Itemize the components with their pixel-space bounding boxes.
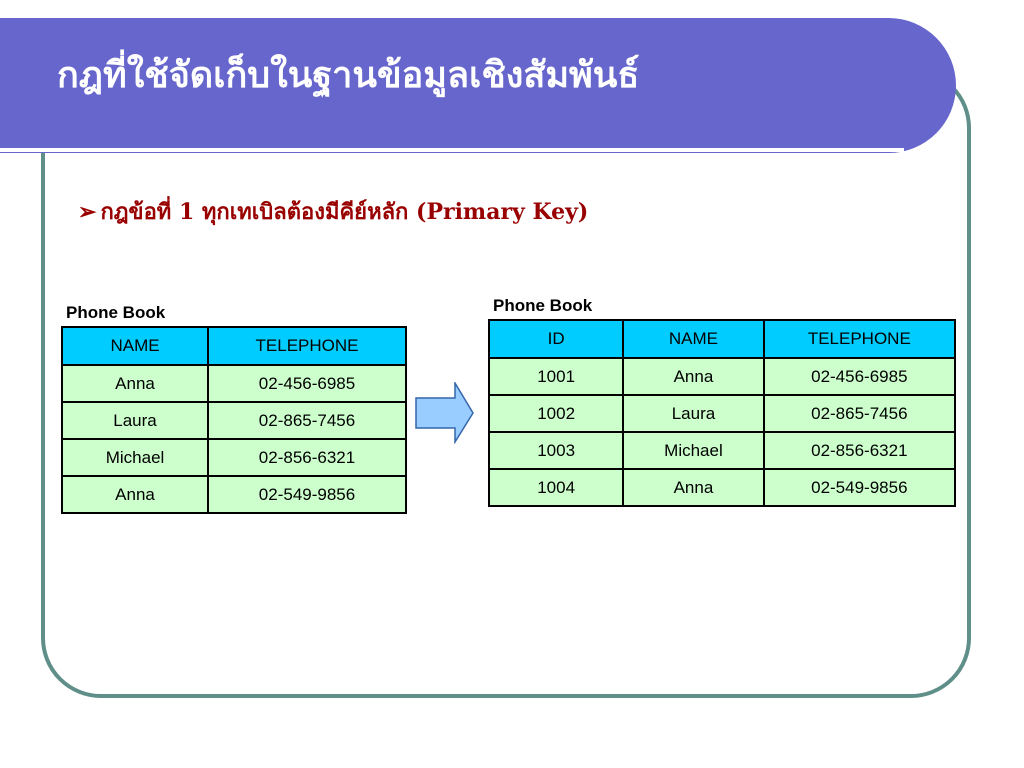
table-row (62, 439, 406, 476)
name-cell: Anna (623, 358, 763, 395)
column-header-telephone: TELEPHONE (208, 327, 406, 365)
name-cell: Michael (623, 432, 763, 469)
bullet-rule-1 (78, 194, 588, 229)
name-cell: Anna (62, 365, 208, 402)
table-row (62, 402, 406, 439)
telephone-cell: 02-865-7456 (764, 395, 955, 432)
right-arrow-icon (415, 382, 475, 444)
id-cell: 1001 (489, 358, 623, 395)
column-header-name: NAME (623, 320, 763, 358)
telephone-cell: 02-549-9856 (764, 469, 955, 506)
column-header-telephone: TELEPHONE (764, 320, 955, 358)
table-row (489, 469, 955, 506)
arrow-bullet-icon: ➢ (78, 199, 97, 225)
left-phone-book-table (61, 326, 407, 514)
slide-title: กฎที่ใช้จัดเก็บในฐานข้อมูลเชิงสัมพันธ์ (57, 54, 640, 96)
id-cell: 1003 (489, 432, 623, 469)
table-row (489, 432, 955, 469)
column-header-name: NAME (62, 327, 208, 365)
table-header-row (62, 327, 406, 365)
name-cell: Anna (623, 469, 763, 506)
right-table-caption: Phone Book (493, 296, 593, 315)
telephone-cell: 02-549-9856 (208, 476, 406, 513)
name-cell: Anna (62, 476, 208, 513)
telephone-cell: 02-865-7456 (208, 402, 406, 439)
telephone-cell: 02-456-6985 (764, 358, 955, 395)
column-header-id: ID (489, 320, 623, 358)
telephone-cell: 02-856-6321 (764, 432, 955, 469)
id-cell: 1004 (489, 469, 623, 506)
bullet-text: กฎข้อที่ 1 ทุกเทเบิลต้องมีคีย์หลัก (Primary Key) (100, 199, 589, 225)
telephone-cell: 02-856-6321 (208, 439, 406, 476)
table-header-row (489, 320, 955, 358)
table-row (62, 476, 406, 513)
right-phone-book-table (488, 319, 956, 507)
table-row (489, 395, 955, 432)
left-table-caption: Phone Book (66, 303, 166, 322)
name-cell: Michael (62, 439, 208, 476)
name-cell: Laura (623, 395, 763, 432)
title-underline (0, 148, 904, 152)
telephone-cell: 02-456-6985 (208, 365, 406, 402)
table-row (489, 358, 955, 395)
id-cell: 1002 (489, 395, 623, 432)
name-cell: Laura (62, 402, 208, 439)
table-row (62, 365, 406, 402)
